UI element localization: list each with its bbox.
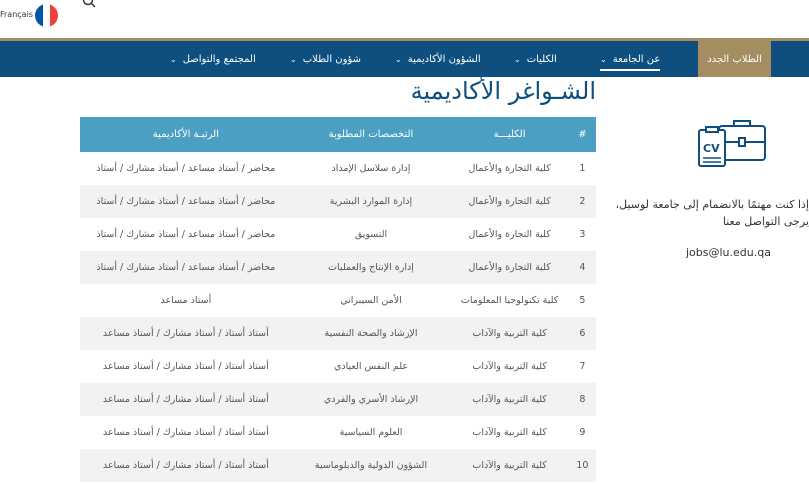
nav-item-student-affairs[interactable]: [290, 41, 361, 77]
contact-line-2: يرجى التواصل معنا: [722, 215, 809, 228]
cell-college: كلية التربية والآداب: [450, 383, 569, 416]
cell-rank: أستاذ أستاذ / أستاذ مشارك / أستاذ مساعد: [80, 383, 292, 416]
nav-item-academic-affairs[interactable]: [395, 41, 481, 77]
cell-number: 2: [569, 185, 596, 218]
cell-college: كلية التربية والآداب: [450, 449, 569, 482]
cell-number: 1: [569, 152, 596, 185]
cell-specialization: الأمن السيبراني: [292, 284, 451, 317]
cell-specialization: الإرشاد الأسري والفردي: [292, 383, 451, 416]
cell-number: 8: [569, 383, 596, 416]
cell-specialization: الإرشاد والصحة النفسية: [292, 317, 451, 350]
header-specialization: التخصصات المطلوبة: [292, 117, 451, 152]
contact-line-1: إذا كنت مهتمًا بالانضمام إلى جامعة لوسيل،: [615, 198, 809, 211]
table-row: [80, 251, 596, 284]
header-college: الكليـــة: [450, 117, 569, 152]
cell-number: 10: [569, 449, 596, 482]
page-title: الشـواغر الأكاديمية: [410, 77, 596, 105]
table-row: [80, 416, 596, 449]
cell-specialization: العلوم السياسية: [292, 416, 451, 449]
cell-number: 5: [569, 284, 596, 317]
nav-label-student-affairs: شؤون الطلاب: [302, 53, 362, 65]
cell-college: كلية التجارة والأعمال: [450, 185, 569, 218]
chevron-down-icon: ⌄: [514, 54, 521, 64]
cell-specialization: التسويق: [292, 218, 451, 251]
table-row: [80, 185, 596, 218]
table-header-row: [80, 117, 596, 152]
cell-specialization: إدارة سلاسل الإمداد: [292, 152, 451, 185]
table-row: [80, 218, 596, 251]
language-switch[interactable]: Français: [0, 10, 33, 19]
cell-rank: محاضر / أستاذ مساعد / أستاذ مشارك / أستاذ: [80, 251, 292, 284]
chevron-down-icon: ⌄: [600, 54, 607, 64]
cell-number: 3: [569, 218, 596, 251]
new-students-button[interactable]: الطلاب الجدد: [698, 41, 771, 77]
top-bar: [0, 0, 809, 38]
contact-text: [609, 196, 809, 230]
cell-college: كلية التربية والآداب: [450, 350, 569, 383]
cell-rank: أستاذ أستاذ / أستاذ مشارك / أستاذ مساعد: [80, 317, 292, 350]
nav-label-about: عن الجامعة: [612, 53, 661, 65]
cell-rank: أستاذ أستاذ / أستاذ مشارك / أستاذ مساعد: [80, 416, 292, 449]
search-icon[interactable]: [82, 0, 96, 8]
chevron-down-icon: ⌄: [170, 54, 177, 64]
table-row: [80, 152, 596, 185]
cv-briefcase-icon: [697, 116, 767, 172]
cell-rank: محاضر / أستاذ مساعد / أستاذ مشارك / أستاذ: [80, 152, 292, 185]
email-link[interactable]: jobs@lu.edu.qa: [686, 246, 771, 259]
table-row: [80, 350, 596, 383]
cell-college: كلية التجارة والأعمال: [450, 152, 569, 185]
cell-rank: محاضر / أستاذ مساعد / أستاذ مشارك / أستاذ: [80, 185, 292, 218]
cell-number: 9: [569, 416, 596, 449]
nav-label-community: المجتمع والتواصل: [182, 53, 256, 65]
table-row: [80, 383, 596, 416]
svg-text:CV: CV: [703, 142, 720, 155]
main-nav: [0, 41, 809, 77]
nav-item-community[interactable]: [170, 41, 256, 77]
nav-item-about[interactable]: [600, 49, 660, 71]
cell-college: كلية التجارة والأعمال: [450, 218, 569, 251]
chevron-down-icon: ⌄: [395, 54, 402, 64]
cell-rank: محاضر / أستاذ مساعد / أستاذ مشارك / أستاذ: [80, 218, 292, 251]
cell-number: 7: [569, 350, 596, 383]
table-row: [80, 317, 596, 350]
cell-rank: أستاذ مساعد: [80, 284, 292, 317]
cell-college: كلية تكنولوجيا المعلومات: [450, 284, 569, 317]
cell-specialization: الشؤون الدولية والدبلوماسية: [292, 449, 451, 482]
cell-college: كلية التربية والآداب: [450, 416, 569, 449]
nav-label-colleges: الكليات: [526, 53, 557, 65]
cell-specialization: إدارة الإنتاج والعمليات: [292, 251, 451, 284]
header-number: #: [569, 117, 596, 152]
chevron-down-icon: ⌄: [290, 54, 297, 64]
cell-rank: أستاذ أستاذ / أستاذ مشارك / أستاذ مساعد: [80, 449, 292, 482]
table-row: [80, 284, 596, 317]
vacancies-table: [80, 117, 596, 482]
table-row: [80, 449, 596, 482]
cell-specialization: علم النفس العيادي: [292, 350, 451, 383]
cell-college: كلية التربية والآداب: [450, 317, 569, 350]
nav-item-colleges[interactable]: [514, 41, 557, 77]
header-rank: الرتبـة الأكاديمية: [80, 117, 292, 152]
nav-label-academic-affairs: الشؤون الأكاديمية: [407, 53, 481, 65]
cell-rank: أستاذ أستاذ / أستاذ مشارك / أستاذ مساعد: [80, 350, 292, 383]
cell-college: كلية التجارة والأعمال: [450, 251, 569, 284]
cell-specialization: إدارة الموارد البشرية: [292, 185, 451, 218]
france-flag-icon[interactable]: [35, 4, 58, 27]
cell-number: 6: [569, 317, 596, 350]
cell-number: 4: [569, 251, 596, 284]
